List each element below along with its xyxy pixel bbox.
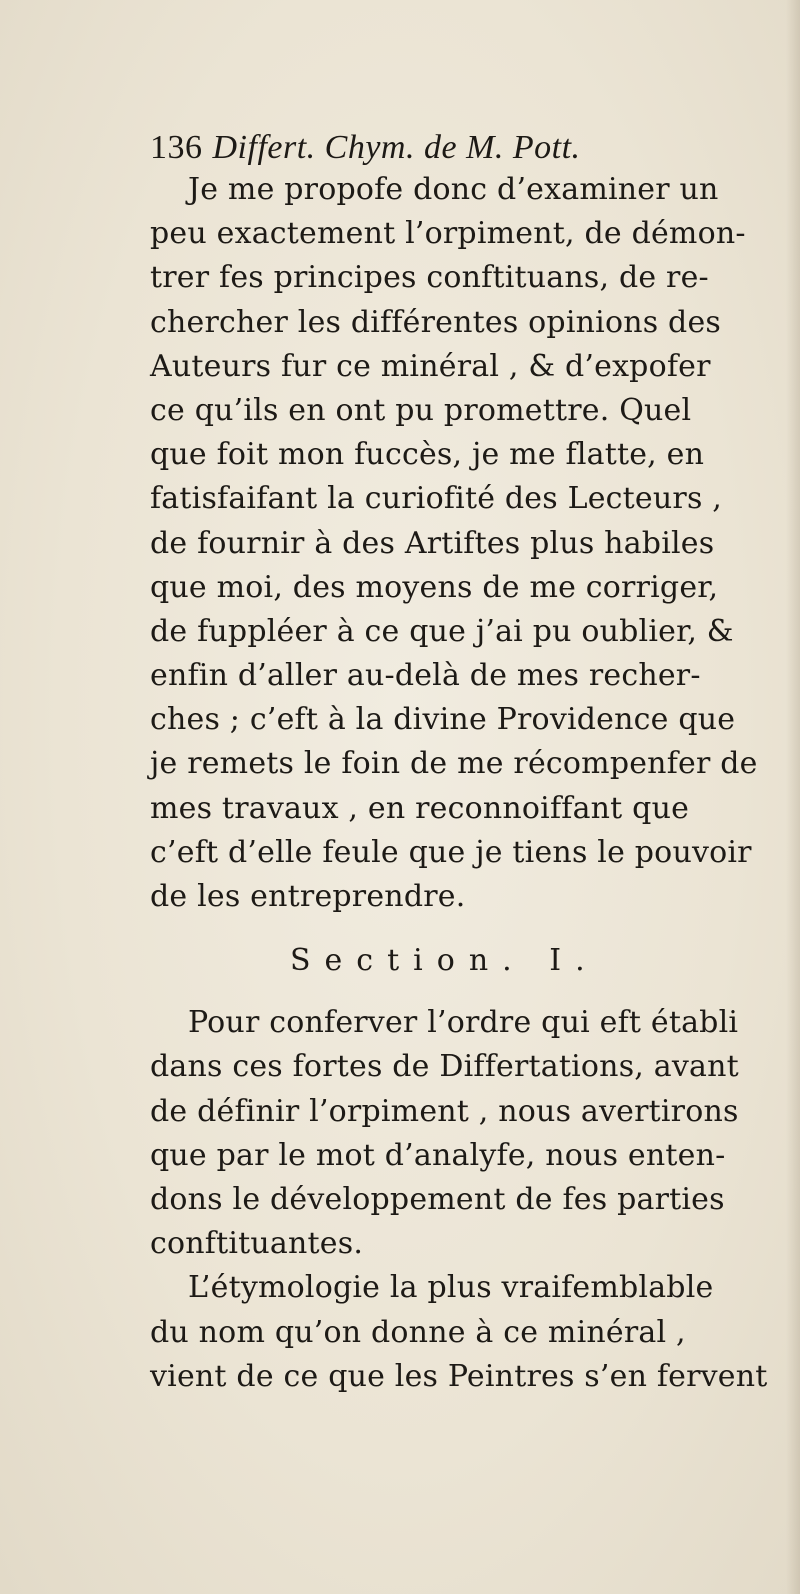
text-line: dans ces fortes de Differtations, avant	[150, 1049, 739, 1085]
running-head-title: Differt. Chym. de M. Pott.	[212, 129, 581, 166]
text-line: chercher les différentes opinions des	[150, 304, 722, 340]
text-line: que par le mot d’analyfe, nous enten-	[150, 1137, 726, 1173]
running-head	[150, 128, 790, 168]
text-line: dons le développement de fes parties	[150, 1181, 725, 1217]
text-line: que moi, des moyens de me corriger,	[150, 569, 719, 605]
text-line: ches ; c’eft à la divine Providence que	[150, 702, 736, 738]
text-line: conftituantes.	[150, 1226, 364, 1262]
paragraph-1	[150, 168, 790, 919]
text-line: c’eft d’elle feule que je tiens le pouvoir	[150, 834, 752, 870]
section-heading: Section. I.	[290, 943, 599, 979]
text-line: Auteurs fur ce minéral , & d’expofer	[150, 348, 711, 384]
text-line: du nom qu’on donne à ce minéral ,	[150, 1314, 686, 1350]
text-line: trer fes principes conftituans, de re-	[150, 260, 709, 296]
text-line: L’étymologie la plus vraifemblable	[188, 1270, 714, 1306]
text-line: peu exactement l’orpiment, de démon-	[150, 216, 746, 252]
text-line: que foit mon fuccès, je me flatte, en	[150, 437, 705, 473]
text-line: mes travaux , en reconnoiffant que	[150, 790, 690, 826]
text-line: fatisfaifant la curiofité des Lecteurs ,	[150, 481, 723, 517]
text-line: enfin d’aller au-delà de mes recher-	[150, 658, 701, 694]
text-line: de définir l’orpiment , nous avertirons	[150, 1093, 739, 1129]
page-number: 136	[150, 129, 203, 166]
text-line: Je me propofe donc d’examiner un	[188, 172, 719, 207]
text-line: ce qu’ils en ont pu promettre. Quel	[150, 392, 692, 428]
text-line: de fournir à des Artiftes plus habiles	[150, 525, 715, 561]
paragraph-2	[150, 1001, 790, 1266]
text-line: vient de ce que les Peintres s’en fervent	[150, 1358, 768, 1394]
text-block	[150, 128, 790, 1399]
text-line: Pour conferver l’ordre qui eft établi	[188, 1005, 739, 1041]
paragraph-3	[150, 1266, 790, 1399]
text-line: de fuppléer à ce que j’ai pu oublier, &	[150, 613, 734, 649]
text-line: de les entreprendre.	[150, 879, 466, 914]
text-line: je remets le foin de me récompenfer de	[150, 746, 758, 782]
